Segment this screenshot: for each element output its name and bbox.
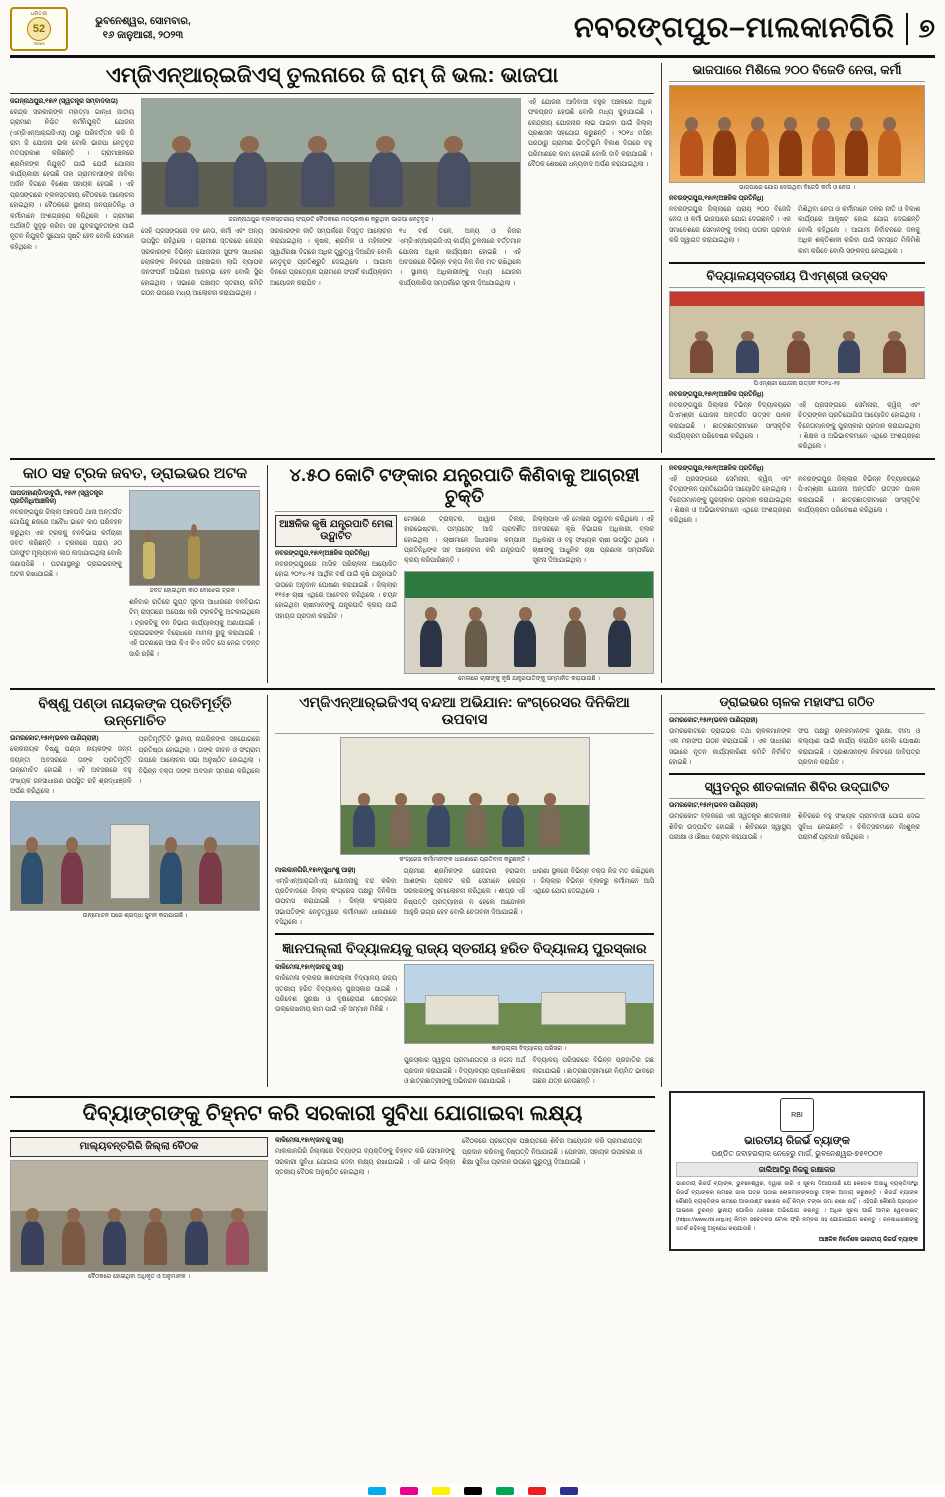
color-swatch-blue — [560, 1487, 578, 1495]
lead-col-3: ସରକାରଙ୍କ ନୀତି ସମ୍ପର୍କରେ ବିସ୍ତୃତ ଆଲୋଚନା କରାଯାଇଥିଲା । କୃଷକ, ଶ୍ରମିକ ଓ ମହିଳାଙ୍କ ସ୍ୱାର୍ଥରକ୍ଷା ଦିଗରେ ଅଧିକ ଗୁରୁତ୍ୱ ଦିଆଯିବ ବୋଲି ନେତୃବୃନ୍ଦ ପ୍ରତିଶ୍ରୁତି ଦେଇଥିଲେ । ଆଗାମୀ ଦିନରେ ପ୍ରତ୍ୟେକ ଗ୍ରାମରେ ସଂପର୍କ କାର୍ଯ୍ୟକ୍ରମ ଆୟୋଜନ କରାଯିବ । — [270, 227, 392, 287]
mgnrega2-photo-caption: କଂଗ୍ରେସ କର୍ମୀମାନଙ୍କ ଧାରଣାରେ ପ୍ରତିବାଦ କରୁଛନ୍ତି । — [399, 856, 530, 863]
color-registration-bar — [0, 1484, 945, 1497]
mgnrega2-headline: ଏମ୍‌ଜିଏନ୍‌ଆର୍‌ଇଜିଏସ୍ ବନ୍ଦଆ ଅଭିଯାନ: କଂଗ୍ରେସର ଦିନିକିଆ ଉପବାସ — [299, 694, 630, 729]
truck-col-1: ନବରଙ୍ଗପୁର ଜିଲ୍ଲା ଆଳପଡି ଥାନା ଅନ୍ତର୍ଗତ ଗୋପିନ୍ଦୁ ଛକରେ ଅବୈଧ ଭାବେ କାଠ ପରିବହନ କରୁଥିବା ଏକ ଟ୍ରକକୁ ବନବିଭାଗ କର୍ମଚାରୀ ଜବତ କରିଛନ୍ତି । ଟ୍ରକରେ ପ୍ରାୟ ୬୦ ଘନଫୁଟ ମୂଲ୍ୟବାନ କାଠ ଲଦାଯାଇଥିଲା ବୋଲି ଜଣାପଡିଛି । ଘଟଣାସ୍ଥଳରୁ ଡ୍ରାଇଭରଙ୍କୁ ଅଟକ ରଖାଯାଇଛି । — [10, 508, 122, 578]
lead-col-4: ଏହି ଯୋଜନା ଆଦିବାସୀ ବହୁଳ ଅଞ୍ଚଳରେ ଅଧିକ ଫଳପ୍ରଦ ହେଉଛି ବୋଲି ମଧ୍ୟ କୁହାଯାଇଛି । କେନ୍ଦ୍ରୀୟ ଯୋଜନାର ଲାଭ ପାଇବା ପାଇଁ ଜିଲ୍ଲା ପ୍ରଶାସନ ସହଯୋଗ କରୁଛନ୍ତି । ୨୦୧୪ ମସିହା ପରଠାରୁ ଗ୍ରାମୀଣ ଭିତ୍ତିଭୂମି ବିକାଶ ଦିଗରେ ବହୁ ପରିମାଣରେ କାମ ହୋଇଛି ବୋଲି ଦାବି କରାଯାଇଛି । ବୈଠକ ଶେଷରେ ଧନ୍ୟବାଦ ଅର୍ପଣ କରାଯାଇଥିଲା । — [528, 98, 652, 169]
rally-headline: ଭାଜପାରେ ମିଶିଲେ ୨୦୦ ବିଜେଡି ନେତା, କର୍ମୀ — [692, 63, 902, 77]
vishnu-photo-caption: ଉନ୍ମୋଚନ ପରେ ଶ୍ରଦ୍ଧା ସୁମନ କରାଯାଇଛି । — [82, 913, 188, 920]
pmsri-col-extra-2: ନବରଙ୍ଗପୁର ଜିଲ୍ଲାର ବିଭିନ୍ନ ବିଦ୍ୟାଳୟରେ ପିଏମ୍‌ଶ୍ରୀ ଯୋଜନା ଅନ୍ତର୍ଗତ ଉତ୍ସବ ପାଳନ କରାଯାଇଛି । ଛାତ୍ରଛାତ୍ରୀମାନେ ସାଂସ୍କୃତିକ କାର୍ଯ୍ୟକ୍ରମ ପରିବେଷଣ କରିଥିଲେ । — [798, 475, 920, 514]
award-dateline: କାଳିମେଳା,୧୫ା୧(ଜାବନ୍ଦୁ ସାହୁ) — [275, 964, 344, 972]
edition-date: ୧୬ ଜାନୁଆରୀ, ୨୦୨୩ — [102, 29, 184, 41]
award-photo-caption: ଜ୍ଞାନପଲ୍ଲୀ ବିଦ୍ୟାଳୟ ପରିସର । — [491, 1046, 567, 1053]
divyang-dateline: କାଳିମେଳା,୧୫ା୧(ଜାବନ୍ଦୁ ସାହୁ) — [275, 1137, 344, 1145]
award-headline: ଜ୍ଞାନପଲ୍ଲୀ ବିଦ୍ୟାଳୟକୁ ରାଜ୍ୟ ସ୍ତରୀୟ ହରିତ ବିଦ୍ୟାଳୟ ପୁରସ୍କାର — [282, 940, 647, 957]
logo-years-number: 52 — [27, 17, 51, 41]
page-number: ୭ — [906, 13, 935, 45]
award-col-2: ପୁରସ୍କାର ସ୍ୱରୂପ ପ୍ରମାଣପତ୍ର ଓ ନଗଦ ଅର୍ଥ ପ୍ରଦାନ କରାଯାଇଛି । ବିଦ୍ୟାଳୟର ପ୍ରଧାନଶିକ୍ଷକ ଓ ଛାତ୍ରଛାତ୍ରୀଙ୍କୁ ଅଭିନନ୍ଦନ ଜଣାଯାଇଛି । — [404, 1057, 526, 1086]
vishnu-col-2: ପ୍ରତିମୂର୍ତ୍ତିଟି ସ୍ଥାନୀୟ ନାଗରିକଙ୍କ ସହଯୋଗରେ ପ୍ରତିଷ୍ଠା ହୋଇଥିଲା । ତାଙ୍କ ଜୀବନ ଓ ସଂଗ୍ରାମ ଉପରେ ଆଲୋଚନା ସଭା ଅନୁଷ୍ଠିତ ହୋଇଥିଲା । ବିଭିନ୍ନ ବକ୍ତା ତାଙ୍କ ଅବଦାନ ସ୍ମରଣ କରିଥିଲେ । — [138, 736, 260, 785]
divyang-col-2: ବୈଠକରେ ପ୍ରତ୍ୟେକ ପଞ୍ଚାୟତରେ ଶିବିର ଆୟୋଜନ କରି ପ୍ରମାଣପତ୍ର ପ୍ରଦାନ କରିବାକୁ ନିଷ୍ପତ୍ତି ନିଆଯାଇଛି । ପେନସନ, ସହାୟକ ଉପକରଣ ଓ ଶିକ୍ଷା ସୁବିଧା ପ୍ରଦାନ ଉପରେ ଗୁରୁତ୍ୱ ଦିଆଯାଇଛି । — [462, 1138, 642, 1167]
camp-headline: ସ୍ୱତନ୍ତ୍ର ଶୀତକାଳୀନ ଶିବିର ଉଦ୍‌ଘାଟିତ — [704, 780, 890, 795]
pmsri-headline: ବିଦ୍ୟାଳୟସ୍ତରୀୟ ପିଏମ୍‌ଶ୍ରୀ ଉତ୍ସବ — [706, 268, 888, 283]
lead-col-1: କେନ୍ଦ୍ର ସରକାରଙ୍କ ମହାତ୍ମା ଗାନ୍ଧୀ ଜାତୀୟ ଗ୍ରାମୀଣ ନିଶ୍ଚିତ କର୍ମନିଯୁକ୍ତି ଯୋଜନା (ଏମ୍‌ଜିଏନ୍‌ଆର୍‌ଇଜିଏସ୍) ଠାରୁ ପରିବର୍ତ୍ତନ କରି ଜି ରାମ ଜି ଯୋଜନା ଭଲ ବୋଲି ଭାଜପା ନେତୃବୃନ୍ଦ ମତପ୍ରକାଶ କରିଛନ୍ତି । ଗ୍ରାମାଞ୍ଚଳରେ ଶ୍ରମିକଙ୍କ ନିଯୁକ୍ତି ପାଇଁ ଯେଉଁ ଯୋଜନା କାର୍ଯ୍ୟକାରୀ ହେଉଛି ତାହା ଗ୍ରାମବାସୀଙ୍କ ଜୀବିକା ଅର୍ଜନ ଦିଗରେ ବିଶେଷ ସହାୟକ ହେଉଛି । ଏହି ପ୍ରସଙ୍ଗରେ ବ୍ଲକସ୍ତରୀୟ ବୈଠକରେ ଆଲୋଚନା ହୋଇଥିଲା । ବୈଠକରେ ସ୍ଥାନୀୟ ଜନପ୍ରତିନିଧି ଓ କର୍ମୀମାନେ ଅଂଶଗ୍ରହଣ କରିଥିଲେ । ଗ୍ରାମୀଣ ଅର୍ଥନୀତି ସୁଦୃଢ଼ କରିବା ସହ ଯୁବକଯୁବତୀଙ୍କ ପାଇଁ ନୂତନ ନିଯୁକ୍ତି ସୁଯୋଗ ସୃଷ୍ଟି ହେବ ବୋଲି ସେମାନେ କହିଥିଲେ । — [10, 108, 134, 251]
award-col-3: ବିଦ୍ୟାଳୟ ପରିସରରେ ବିଭିନ୍ନ ପ୍ରଜାତିର ଗଛ ଲଗାଯାଇଛି । ଛାତ୍ରଛାତ୍ରୀମାନେ ନିୟମିତ ଭାବରେ ଗଛର ଯତ୍ନ ନେଉଛନ୍ତି । — [532, 1057, 654, 1086]
camp-col-1: ଉମରକୋଟ ବ୍ଲକରେ ଏକ ସ୍ୱତନ୍ତ୍ର ଶୀତକାଳୀନ ଶିବିର ଉଦ୍‌ଘାଟିତ ହୋଇଛି । ଶିବିରରେ ସ୍ୱାସ୍ଥ୍ୟ ପରୀକ୍ଷା ଓ ଔଷଧ ବଣ୍ଟନ କରାଯାଉଛି । — [669, 813, 791, 842]
color-swatch-black — [464, 1487, 482, 1495]
award-col-1: କାଳିମେଳା ବ୍ଲକର ଜ୍ଞାନପଲ୍ଲୀ ବିଦ୍ୟାଳୟ ରାଜ୍ୟ ସ୍ତରୀୟ ହରିତ ବିଦ୍ୟାଳୟ ପୁରସ୍କାର ପାଇଛି । ପରିବେଶ ସୁରକ୍ଷା ଓ ବୃକ୍ଷରୋପଣ କ୍ଷେତ୍ରରେ ଉଲ୍ଲେଖନୀୟ କାମ ପାଇଁ ଏହି ସମ୍ମାନ ମିଳିଛି । — [275, 975, 397, 1014]
truck-photo-caption: ଜବତ ହୋଇଥିବା କାଠ ବୋଝେଇ ଟ୍ରକ । — [149, 587, 240, 594]
camp-dateline: ଉମରକୋଟ,୧୫ା୧(ଭବନ ପାଣିଗ୍ରାହୀ) — [669, 802, 758, 810]
agri-box-head: ଆଞ୍ଚଳିକ କୃଷି ଯନ୍ତ୍ରପାତି ମେଳା ଉଦ୍ଘାଟିତ — [275, 515, 397, 547]
pmsri-banner-text: ପିଏମ୍‌ଶ୍ରୀ ଯୋଜନା ଉତ୍ସବ ୨୦୨୪-୨୫ — [753, 380, 841, 387]
rally-photo — [669, 85, 925, 183]
ad-address: ପଣ୍ଡିତ ଜବାହରଲାଲ ନେହେରୁ ମାର୍ଗ, ଭୁବନେଶ୍ୱର-୭୫୧୦୦୧ — [711, 1149, 883, 1159]
ad-strip-title: ଜାଲିଆତିରୁ ନିଜକୁ ରକ୍ଷାକର — [676, 1162, 918, 1177]
pmsri-col-1: ନବରଙ୍ଗପୁର ଜିଲ୍ଲାର ବିଭିନ୍ନ ବିଦ୍ୟାଳୟରେ ପିଏମ୍‌ଶ୍ରୀ ଯୋଜନା ଅନ୍ତର୍ଗତ ଉତ୍ସବ ପାଳନ କରାଯାଇଛି । ଛାତ୍ରଛାତ୍ରୀମାନେ ସାଂସ୍କୃତିକ କାର୍ଯ୍ୟକ୍ରମ ପରିବେଷଣ କରିଥିଲେ । — [669, 401, 791, 440]
publication-logo — [10, 7, 68, 51]
logo-years-label: Years — [33, 41, 45, 46]
divyang-photo — [10, 1160, 268, 1272]
agri-headline: ୪.୫୦ କୋଟି ଟଙ୍କାର ଯନ୍ତ୍ରପାତି କିଣିବାକୁ ଆଗ୍ରହୀ ଚୁକ୍ତି — [289, 464, 640, 507]
color-swatch-red — [528, 1487, 546, 1495]
edition-info — [78, 15, 208, 42]
mgnrega2-col-1: ଏମ୍‌ଜିଏନ୍‌ଆର୍‌ଇଜିଏସ୍ ଯୋଜନାକୁ ବନ୍ଦ କରିବା ପ୍ରତିବାଦରେ ଜିଲ୍ଲା କଂଗ୍ରେସ ପକ୍ଷରୁ ଦିନିକିଆ ଉପବାସ କରାଯାଇଛି । ଜିଲ୍ଲା କଂଗ୍ରେସ ସଭାପତିଙ୍କ ନେତୃତ୍ୱରେ କର୍ମୀମାନେ ଧାରଣାରେ ବସିଥିଲେ । — [275, 877, 397, 927]
vishnu-col-1: ଲୋକନାୟକ ବିଷ୍ଣୁ ପଣ୍ଡା ନାୟକଙ୍କ ଜନ୍ମ ଜୟନ୍ତୀ ଅବସରରେ ତାଙ୍କ ପ୍ରତିମୂର୍ତ୍ତି ଉନ୍ମୋଚିତ ହୋଇଛି । ଏହି ଅବସରରେ ବହୁ ସଂଖ୍ୟକ ଜନସାଧାରଣ ଉପସ୍ଥିତ ରହି ଶ୍ରଦ୍ଧାଞ୍ଜଳି ଅର୍ପଣ କରିଥିଲେ । — [10, 746, 132, 795]
lead-photo — [141, 98, 521, 215]
ad-signature: ଆଞ୍ଚଳିକ ନିର୍ଦ୍ଦେଶକ ଭାରତୀୟ ରିଜର୍ଭ ବ୍ୟାଙ୍କ — [818, 1237, 918, 1244]
pmsri-photo — [669, 291, 925, 379]
agri-col-1: ନବରଙ୍ଗପୁରରେ ମାସିକ ପରିଚାଳନା ଆୟୋଜିତ ହୋଇ ୨୦୨୪-୨୫ ଆର୍ଥିକ ବର୍ଷ ପାଇଁ କୃଷି ଯନ୍ତ୍ରପାତି ଉପରେ ଅନୁଦାନ ଘୋଷଣା କରାଯାଇଛି । ଜିଲ୍ଲାର ୧୧୫୭ ଚାଷୀ ଏଥିରେ ଆବେଦନ କରିଥିଲେ । ଚୟନ ହୋଇଥିବା ଚାଷୀମାନଙ୍କୁ ଯନ୍ତ୍ରପାତି କ୍ରୟ ପାଇଁ ସହାୟତା ପ୍ରଦାନ କରାଯିବ । — [275, 560, 397, 620]
agri-photo — [404, 571, 654, 674]
color-swatch-magenta — [400, 1487, 418, 1495]
ad-body-text: ଭାରତୀୟ ରିଜର୍ଭ ବ୍ୟାଙ୍କ, ଭୁବନେଶ୍ୱର, ଦ୍ୱାରା ଜାରି ଏ ସୂଚନା ଦିଆଯାଉଛି ଯେ କେତେକ ଅସାଧୁ ବ୍ୟକ୍ତି/ସଂସ୍ଥା ରିଜର୍ଭ ବ୍ୟାଙ୍କର ନାମରେ ଜାଲ ପତ୍ର ପଠାଇ ଲୋକମାନଙ୍କଠାରୁ ଟଙ୍କା ଆଦାୟ କରୁଛନ୍ତି । ରିଜର୍ଭ ବ୍ୟାଙ୍କ କୌଣସି ବ୍ୟକ୍ତିଙ୍କ ନାମରେ ଆକାଉଣ୍ଟ ଖୋଲେ ନାହିଁ କିମ୍ବା ଟଙ୍କା ଜମା ରଖେ ନାହିଁ । ଏହିପରି କୌଣସି ପ୍ରସ୍ତାବ ପାଇଲେ ତୁରନ୍ତ ସ୍ଥାନୀୟ ପୋଲିସ ଥାନାରେ ଅଭିଯୋଗ କରନ୍ତୁ । ଅଧିକ ସୂଚନା ପାଇଁ ଆମର ୱେବସାଇଟ୍ (https://www.rbi.org.in) କିମ୍ବା ସଚେତନତା ଟୋଲ ଫ୍ରି ନମ୍ବର ସହ ଯୋଗାଯୋଗ କରନ୍ତୁ । ଜନସାଧାରଣଙ୍କୁ ସତର୍କ ରହିବାକୁ ଅନୁରୋଧ କରାଯାଉଛି । — [676, 1181, 918, 1233]
divyang-col-1: ମାଲକାନଗିରି ଜିଲ୍ଲାରେ ଦିବ୍ୟାଙ୍ଗ ବ୍ୟକ୍ତିଙ୍କୁ ଚିହ୍ନଟ କରି ସେମାନଙ୍କୁ ସରକାରୀ ସୁବିଧା ଯୋଗାଇ ଦେବା ଲକ୍ଷ୍ୟ ରଖାଯାଇଛି । ଏହି ନେଇ ଜିଲ୍ଲା ସ୍ତରୀୟ ବୈଠକ ଅନୁଷ୍ଠିତ ହୋଇଥିଲା । — [275, 1148, 455, 1177]
pmsri-col-2: ଏହି ପ୍ରସଙ୍ଗରେ ସେମିନାର, କ୍ୱିଜ୍ ଏବଂ ଚିତ୍ରାଙ୍କନ ପ୍ରତିଯୋଗିତା ଆୟୋଜିତ ହୋଇଥିଲା । ବିଜେତାମାନଙ୍କୁ ପୁରସ୍କାର ପ୍ରଦାନ କରାଯାଇଥିଲା । ଶିକ୍ଷକ ଓ ଅଭିଭାବକମାନେ ଏଥିରେ ଅଂଶଗ୍ରହଣ କରିଥିଲେ । — [798, 401, 920, 451]
masthead — [10, 6, 935, 58]
agri-dateline: ନବରଙ୍ଗପୁର,୧୫ା୧(ଅଞ୍ଚଳିକ ପ୍ରତିନିଧି) — [275, 549, 370, 557]
driver-dateline: ଉମରକୋଟ,୧୫ା୧(ଭବନ ପାଣିଗ୍ରାହୀ) — [669, 716, 758, 724]
pmsri-dateline: ନବରଙ୍ଗପୁର,୧୫ା୧(ଅଞ୍ଚଳିକ ପ୍ରତିନିଧି) — [669, 390, 764, 398]
page-title: ନବରଙ୍ଗପୁର–ମାଲକାନଗିରି — [573, 12, 895, 44]
lead-photo-caption: ଜଗନ୍ନାଥପୁର ବ୍ଲକସ୍ତରୀୟ ସଂପ୍ରତି ବୈଠକରେ ମତପ୍ରକାଶ କରୁଥିବା ଭାଜପା ନେତୃବୃନ୍ଦ । — [228, 216, 434, 223]
edition-place: ଭୁବନେଶ୍ୱର, ସୋମବାର, — [95, 16, 191, 27]
camp-col-2: ଶିବିରରେ ବହୁ ସଂଖ୍ୟକ ଗ୍ରାମବାସୀ ଯୋଗ ଦେଇ ସୁବିଧା ନେଇଛନ୍ତି । ଚିକିତ୍ସକମାନେ ନିଃଶୁଳ୍କ ପରାମର୍ଶ ପ୍ରଦାନ କରିଥିଲେ । — [798, 813, 920, 842]
color-swatch-cyan — [368, 1487, 386, 1495]
agri-col-3: ଜିଲ୍ଲାପାଳ ଏହି ମେଳାର ଉଦ୍ଘାଟନ କରିଥିଲେ । ଏହି ଅବସରରେ କୃଷି ବିଭାଗର ଅଧିକାରୀ, ବ୍ଲକ ଅଧିକାରୀ ଓ ବହୁ ସଂଖ୍ୟକ ଚାଷୀ ଉପସ୍ଥିତ ଥିଲେ । ଚାଷୀଙ୍କୁ ଆଧୁନିକ ଚାଷ ପ୍ରଣାଳୀ ସମ୍ପର୍କରେ ସୂଚନା ଦିଆଯାଇଥିଲା । — [532, 515, 654, 565]
pmsri-col-extra-1: ଏହି ପ୍ରସଙ୍ଗରେ ସେମିନାର, କ୍ୱିଜ୍ ଏବଂ ଚିତ୍ରାଙ୍କନ ପ୍ରତିଯୋଗିତା ଆୟୋଜିତ ହୋଇଥିଲା । ବିଜେତାମାନଙ୍କୁ ପୁରସ୍କାର ପ୍ରଦାନ କରାଯାଇଥିଲା । ଶିକ୍ଷକ ଓ ଅଭିଭାବକମାନେ ଏଥିରେ ଅଂଶଗ୍ରହଣ କରିଥିଲେ । — [669, 475, 791, 525]
ad-org-name: ଭାରତୀୟ ରିଜର୍ଭ ବ୍ୟାଙ୍କ — [744, 1135, 850, 1148]
award-photo — [404, 964, 654, 1044]
rbi-advertisement — [669, 1091, 925, 1251]
mgnrega2-dateline: ମାଲକାନଗିରି,୧୫ା୧(ସୁଧାଂଶୁ ପାଢ଼ୀ) — [275, 866, 356, 874]
color-swatch-green — [496, 1487, 514, 1495]
driver-col-2: ସଂଘ ପକ୍ଷରୁ ଚାଳକମାନଙ୍କ ସୁରକ୍ଷା, ବୀମା ଓ କଲ୍ୟାଣ ପାଇଁ କାର୍ଯ୍ୟ କରାଯିବ ବୋଲି ଘୋଷଣା କରାଯାଇଛି । ପ୍ରଶାସନଙ୍କ ନିକଟରେ ଦାବିପତ୍ର ପ୍ରଦାନ କରାଯିବ । — [798, 727, 920, 766]
truck-headline: କାଠ ସହ ଟ୍ରକ ଜବତ, ଡ୍ରାଇଭର ଅଟକ — [22, 464, 248, 482]
color-swatch-yellow — [432, 1487, 450, 1495]
lead-dateline: ଜଗନ୍ନାଥପୁର,୧୫ା୧ (ସ୍ୱତନ୍ତ୍ର ସମ୍ବାଦଦାତା) — [10, 97, 118, 105]
rally-dateline: ନବରଙ୍ଗପୁର,୧୫ା୧(ଅଞ୍ଚଳିକ ପ୍ରତିନିଧି) — [669, 195, 764, 202]
driver-col-1: ଉମରକୋଟରେ ଡ୍ରାଇଭର ତଥା ଚାଳକମାନଙ୍କ ଏକ ମହାସଂଘ ଗଠନ କରାଯାଇଛି । ଏକ ସାଧାରଣ ସଭାରେ ନୂତନ କାର୍ଯ୍ୟକାରିଣୀ କମିଟି ନିର୍ବାଚିତ ହୋଇଛି । — [669, 727, 791, 766]
truck-dateline: ପାପଡାହାଣ୍ଡି/ଡାବୁଗାଁ, ୧୫ା୧ (ସ୍ୱତନ୍ତ୍ର ପ୍ରତିନିଧି/ଆଞ୍ଚଳିକ) — [10, 489, 104, 505]
agri-photo-caption: ମେଳାରେ ଚାଷୀଙ୍କୁ କୃଷି ଯନ୍ତ୍ରପାତିଙ୍କୁ ସମ୍ମାନିତ କରାଯାଉଛି । — [458, 675, 600, 682]
agri-col-2: ମେଳାରେ ଟ୍ରାକ୍ଟର, ପାୱାର ଟିଲର, ହାରଭେଷ୍ଟର, ପମ୍ପସେଟ୍ ଆଦି ପ୍ରଦର୍ଶିତ ହୋଇଥିଲା । ଚାଷୀମାନେ ସିଧାସଳଖ କମ୍ପାନୀ ପ୍ରତିନିଧିଙ୍କ ସହ ଆଲୋଚନା କରି ଯନ୍ତ୍ରପାତି କ୍ରୟ କରିପାରିଛନ୍ତି । — [404, 515, 526, 565]
divyang-photo-caption: ବୈଠକରେ ହୋଇଥିବା ଅଧିକୃତ ଓ ଅନୁମାନକ । — [88, 1274, 190, 1281]
truck-col-2: ଶନିବାର ରାତିରେ ଗୁପ୍ତ ସୂଚନା ଆଧାରରେ ବନବିଭାଗ ଟିମ୍ ରାସ୍ତାରେ ଅପେକ୍ଷା କରି ଟ୍ରକଟିକୁ ଅଟକାଇଥିଲେ । ଟ୍ରକଟିକୁ ବନ ବିଭାଗ କାର୍ଯ୍ୟାଳୟକୁ ଅଣାଯାଇଛି । ଡ୍ରାଇଭରଙ୍କ ବିରୋଧରେ ମାମଲା ରୁଜୁ କରାଯାଇଛି । ଏହି ଘଟଣାରେ ଆଉ କିଏ କିଏ ଜଡିତ ସେ ନେଇ ତଦନ୍ତ ଜାରି ରହିଛି । — [129, 598, 260, 658]
divyang-banner: ଦିବ୍ୟାଙ୍ଗଙ୍କୁ ଚିହ୍ନଟ କରି ସରକାରୀ ସୁବିଧା ଯୋଗାଇବା ଲକ୍ଷ୍ୟ — [10, 1096, 655, 1132]
vishnu-photo — [10, 801, 260, 911]
rally-col-2: ମିଶିଥିବା ନେତା ଓ କର୍ମୀମାନେ ଦଳର ନୀତି ଓ ବିକାଶ କାର୍ଯ୍ୟରେ ଆକୃଷ୍ଟ ହୋଇ ଯୋଗ ଦେଇଛନ୍ତି ବୋଲି କହିଥିଲେ । ଆଗାମୀ ନିର୍ବାଚନରେ ଦଳକୁ ଅଧିକ ଶକ୍ତିଶାଳୀ କରିବା ପାଇଁ ସମସ୍ତେ ମିଳିମିଶି କାମ କରିବେ ବୋଲି ସଙ୍କଳ୍ପ ନେଇଥିଲେ । — [798, 206, 920, 255]
mgnrega2-photo — [340, 737, 590, 855]
rbi-emblem-icon: RBI — [780, 1098, 814, 1132]
divyang-sub-head: ମାଲ୍ୟବନ୍ତଗିରି ଜିଲ୍ଲା ବୈଠକ — [10, 1137, 268, 1157]
mgnrega2-col-3: ଧାରଣା ସ୍ଥଳରେ ବିଭିନ୍ନ ବକ୍ତା ନିଜ ମତ ରଖିଥିଲେ । ଜିଲ୍ଲାର ବିଭିନ୍ନ ବ୍ଲକରୁ କର୍ମୀମାନେ ଆସି ଏଥିରେ ଯୋଗ ଦେଇଥିଲେ । — [532, 867, 655, 896]
lead-headline: ଏମ୍‌ଜିଏନ୍‌ଆର୍‌ଇଜିଏସ୍ ତୁଲନାରେ ଜି ରାମ୍ ଜି ଭଲ: ଭାଜପା — [105, 63, 559, 87]
vishnu-headline: ବିଷ୍ଣୁ ପଣ୍ଡା ନାୟକଙ୍କ ପ୍ରତିମୂର୍ତ୍ତି ଉନ୍ମୋଚିତ — [38, 694, 232, 728]
vishnu-dateline: ଉମରକୋଟ,୧୫ା୧(ଭବନ ପାଣିଗ୍ରାହୀ) — [10, 735, 99, 743]
pmsri-extra-dateline: ନବରଙ୍ଗପୁର,୧୫ା୧(ଅଞ୍ଚଳିକ ପ୍ରତିନିଧି) — [669, 464, 764, 472]
truck-photo — [129, 490, 260, 586]
mgnrega2-col-2: ଗ୍ରାମୀଣ ଶ୍ରମିକଙ୍କ ରୋଜଗାର ହରାଇବା ଆଶଙ୍କା ପ୍ରକଟ କରି ସେମାନେ କେନ୍ଦ୍ର ସରକାରଙ୍କୁ ସମାଲୋଚନା କରିଥିଲେ । ଶୀଘ୍ର ଏହି ନିଷ୍ପତ୍ତି ପ୍ରତ୍ୟାହାର ନ ହେଲେ ଆନ୍ଦୋଳନ ଆହୁରି ଉଗ୍ର ହେବ ବୋଲି ଚେତାବନୀ ଦିଆଯାଇଛି । — [403, 867, 526, 917]
rally-col-1: ନବରଙ୍ଗପୁର ଜିଲ୍ଲାରେ ପ୍ରାୟ ୨୦୦ ବିଜେଡି ନେତା ଓ କର୍ମୀ ଭାଜପାରେ ଯୋଗ ଦେଇଛନ୍ତି । ଏକ ସମାବେଶରେ ସେମାନଙ୍କୁ ଦଳୀୟ ପତାକା ପ୍ରଦାନ କରି ସ୍ୱାଗତ କରାଯାଇଥିଲା । — [669, 206, 791, 245]
lead-col-2: ସେହି ପ୍ରସଙ୍ଗରେ ଦଳ ନେତା, କର୍ମୀ ଏବଂ ଅନ୍ୟ ଉପସ୍ଥିତ ରହିଥିଲେ । ଗ୍ରାମୀଣ ସ୍ତରରେ କେନ୍ଦ୍ର ସରକାରଙ୍କ ବିଭିନ୍ନ ଯୋଜନାର ସୁଫଳ ସାଧାରଣ ଲୋକଙ୍କ ନିକଟରେ ପହଞ୍ଚାଇବା ଲାଗି ବ୍ୟାପକ ଜନସଂପର୍କ ଅଭିଯାନ ଆରମ୍ଭ ହେବ ବୋଲି ସ୍ଥିର ହୋଇଥିଲା । ସଭାରେ ପଞ୍ଚାୟତ ସ୍ତରୀୟ କମିଟି ଗଠନ ଉପରେ ମଧ୍ୟ ଆଲୋଚନା କରାଯାଇଥିଲା । — [141, 227, 263, 298]
driver-headline: ଡ୍ରାଇଭର ଚାଳକ ମହାସଂଘ ଗଠିତ — [719, 694, 875, 709]
logo-name: ଧରିତ୍ରୀ — [30, 11, 48, 17]
lead-col-5: ୧୪ ବର୍ଷ ତଳେ, ଅନ୍ୟ ଓ ନିଜର ଏମ୍‌ଜିଏନ୍‌ଆର୍‌ଇଜିଏସ୍ କାର୍ଯ୍ୟ ତୁଳନାରେ ବର୍ତ୍ତମାନ ଯୋଜନା ଅଧିକ କାର୍ଯ୍ୟକ୍ଷମ ହୋଇଛି । ଏହି ଅବସରରେ ବିଭିନ୍ନ ବକ୍ତା ନିଜ ନିଜ ମତ ରଖିଥିଲେ । ସ୍ଥାନୀୟ ଅଧିକାରୀଙ୍କୁ ମଧ୍ୟ ଯୋଜନା କାର୍ଯ୍ୟକାରିତା ସମ୍ପର୍କରେ ସୂଚନା ଦିଆଯାଇଥିଲା । — [399, 227, 521, 287]
rally-photo-caption: ଭାଜପାରେ ଯୋଗ ଦେଉଥିବା ବିଜେଡି କର୍ମୀ ଓ ନେତା । — [739, 185, 855, 191]
